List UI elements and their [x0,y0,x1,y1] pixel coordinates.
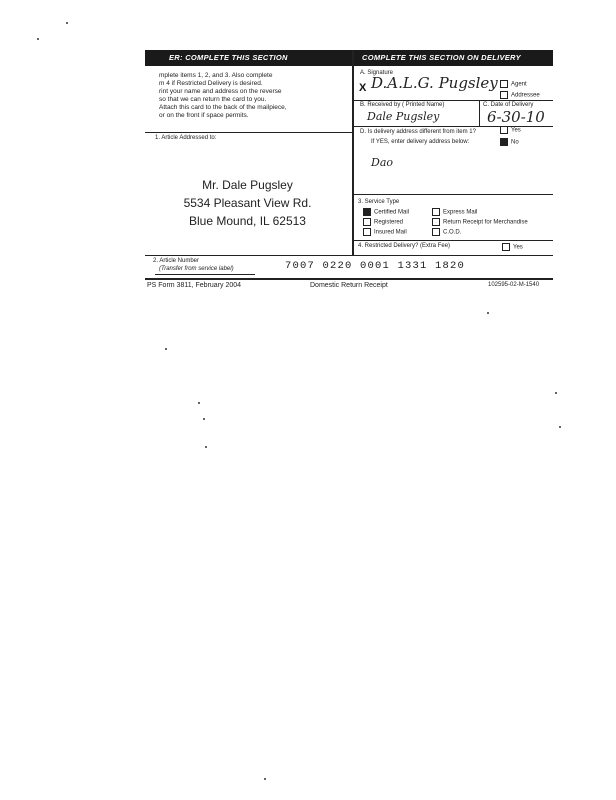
divider [145,278,553,280]
section-separator [352,50,354,255]
service-return-receipt [432,218,528,227]
article-number-sublabel: (Transfer from service label) [159,266,234,272]
article-addressed-label: 1. Article Addressed to: [155,135,217,141]
restricted-yes [502,243,523,252]
yes-checkbox[interactable] [500,126,508,134]
agent-checkbox[interactable] [500,80,508,88]
addressee-label: Addressee [511,92,540,99]
express-checkbox[interactable] [432,208,440,216]
divider [145,132,352,133]
scan-speck [198,402,200,404]
scan-speck [203,418,205,420]
registered-checkbox[interactable] [363,218,371,226]
no-checkbox[interactable] [500,138,508,146]
article-number-label: 2. Article Number [153,258,200,264]
signature-value: D.A.L.G. Pugsley [371,74,498,92]
scan-speck [559,426,561,428]
restricted-yes-label: Yes [513,244,523,251]
service-type-label: 3. Service Type [358,199,400,205]
agent-option [500,80,527,89]
certified-label: Certified Mail [374,209,410,216]
different-address-yes [500,126,521,135]
form-number: PS Form 3811, February 2004 [147,282,242,289]
recipient-city-state-zip: Blue Mound, IL 62513 [189,214,306,228]
if-yes-label: If YES, enter delivery address below: [371,139,470,145]
article-number: 7007 0220 0001 1331 1820 [285,260,466,272]
recipient-street: 5534 Pleasant View Rd. [183,196,312,210]
express-label: Express Mail [443,209,478,216]
return-receipt-label: Return Receipt for Merchandise [443,219,528,226]
divider [354,240,553,241]
delivery-section-header: COMPLETE THIS SECTION ON DELIVERY [354,50,553,66]
signature-label: A. Signature [360,70,394,76]
restricted-delivery-label: 4. Restricted Delivery? (Extra Fee) [358,243,451,249]
scan-speck [66,22,68,24]
addressee-option [500,91,540,100]
received-by-value: Dale Pugsley [367,110,440,123]
divider [479,100,480,126]
form-title: Domestic Return Receipt [310,282,388,289]
different-address-no [500,138,519,147]
scan-speck [205,446,207,448]
service-insured [363,228,407,237]
return-receipt-checkbox[interactable] [432,218,440,226]
certified-checkbox[interactable] [363,208,371,216]
divider [145,255,553,256]
form-code: 102595-02-M-1540 [488,282,540,288]
instruction-line: so that we can return the card to you. [159,96,267,103]
service-registered [363,218,403,227]
instruction-line: m 4 if Restricted Delivery is desired. [159,80,263,87]
divider [354,194,553,195]
service-certified [363,208,409,217]
divider [354,126,553,127]
sender-instructions [159,72,287,120]
no-label: No [511,139,519,146]
return-receipt-card [145,50,553,280]
service-cod [432,228,461,237]
cod-checkbox[interactable] [432,228,440,236]
registered-label: Registered [374,219,404,226]
scan-speck [487,312,489,314]
scan-speck [264,778,266,780]
divider [354,100,553,101]
instruction-line: rint your name and address on the reverse [159,88,282,95]
addressee-checkbox[interactable] [500,91,508,99]
date-of-delivery-label: C. Date of Delivery [483,102,534,108]
signature-x-mark: X [359,82,367,94]
cod-label: C.O.D. [443,229,462,236]
scan-speck [37,38,39,40]
date-of-delivery-value: 6-30-10 [487,108,545,126]
scan-speck [555,392,557,394]
agent-label: Agent [511,81,527,88]
restricted-yes-checkbox[interactable] [502,243,510,251]
sender-section-header: ER: COMPLETE THIS SECTION [145,50,352,66]
insured-label: Insured Mail [374,229,407,236]
insured-checkbox[interactable] [363,228,371,236]
recipient-name: Mr. Dale Pugsley [202,178,293,192]
handwritten-mark: Dao [371,156,393,169]
different-address-question: D. Is delivery address different from item 1? [360,129,476,135]
instruction-line: mplete items 1, 2, and 3. Also complete [159,72,273,79]
yes-label: Yes [511,127,521,134]
divider [155,274,255,275]
instruction-line: or on the front if space permits. [159,112,249,119]
scan-speck [165,348,167,350]
instruction-line: Attach this card to the back of the mailpiece, [159,104,287,111]
received-by-label: B. Received by ( Printed Name) [360,102,445,108]
service-express [432,208,477,217]
